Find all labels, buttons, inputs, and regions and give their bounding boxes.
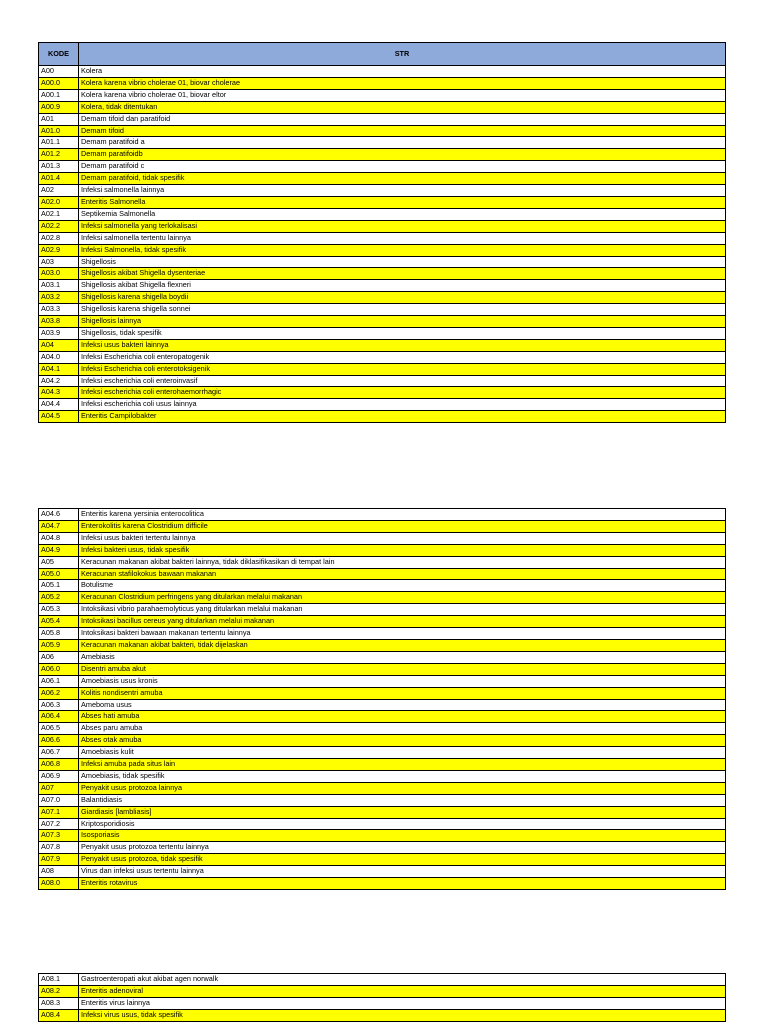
str-cell[interactable]: Enteritis Campilobakter xyxy=(79,411,726,423)
str-cell[interactable]: Infeksi usus bakteri lainnya xyxy=(79,339,726,351)
table-row xyxy=(39,830,726,842)
table-row xyxy=(39,675,726,687)
str-cell[interactable]: Enteritis rotavirus xyxy=(79,878,726,890)
table-row xyxy=(39,387,726,399)
str-cell[interactable]: Amoebiasis, tidak spesifik xyxy=(79,770,726,782)
table-body xyxy=(39,66,726,423)
kode-cell[interactable]: A02.8 xyxy=(39,232,79,244)
table-row xyxy=(39,842,726,854)
table-row xyxy=(39,592,726,604)
kode-cell[interactable]: A00 xyxy=(39,66,79,78)
str-cell[interactable]: Gastroenteropati akut akibat agen norwalk xyxy=(79,974,726,986)
str-cell[interactable]: Keracunan makanan akibat bakteri, tidak dijelaskan xyxy=(79,639,726,651)
kode-cell[interactable]: A07.8 xyxy=(39,842,79,854)
kode-cell[interactable]: A03.0 xyxy=(39,268,79,280)
table-row xyxy=(39,327,726,339)
table-row xyxy=(39,854,726,866)
kode-cell[interactable]: A04.7 xyxy=(39,520,79,532)
str-cell[interactable]: Shigellosis, tidak spesifik xyxy=(79,327,726,339)
kode-cell[interactable]: A05.0 xyxy=(39,568,79,580)
kode-cell[interactable]: A01.0 xyxy=(39,125,79,137)
kode-cell[interactable]: A07 xyxy=(39,782,79,794)
kode-cell[interactable]: A03.9 xyxy=(39,327,79,339)
str-cell[interactable]: Kolera, tidak ditentukan xyxy=(79,101,726,113)
str-cell[interactable]: Infeksi usus bakteri tertentu lainnya xyxy=(79,532,726,544)
table-row xyxy=(39,244,726,256)
kode-cell[interactable]: A06.4 xyxy=(39,711,79,723)
str-cell[interactable]: Shigellosis lainnya xyxy=(79,316,726,328)
str-cell[interactable]: Kolitis nondisentri amuba xyxy=(79,687,726,699)
table-row xyxy=(39,280,726,292)
kode-cell[interactable]: A02.2 xyxy=(39,220,79,232)
icd-table-page-1 xyxy=(38,42,726,423)
kode-cell[interactable]: A03 xyxy=(39,256,79,268)
kode-cell[interactable]: A04.0 xyxy=(39,351,79,363)
kode-cell[interactable]: A08.2 xyxy=(39,985,79,997)
table-row xyxy=(39,149,726,161)
kode-cell[interactable]: A04.9 xyxy=(39,544,79,556)
kode-cell[interactable]: A01 xyxy=(39,113,79,125)
table-row xyxy=(39,77,726,89)
table-row xyxy=(39,616,726,628)
str-cell[interactable]: Penyakit usus protozoa tertentu lainnya xyxy=(79,842,726,854)
table-row xyxy=(39,985,726,997)
str-cell[interactable]: Enterokolitis karena Clostridium difficile xyxy=(79,520,726,532)
kode-cell[interactable]: A06.7 xyxy=(39,747,79,759)
str-cell[interactable]: Demam paratifoid c xyxy=(79,161,726,173)
str-cell[interactable]: Demam paratifoid a xyxy=(79,137,726,149)
str-cell[interactable]: Shigellosis karena shigella boydii xyxy=(79,292,726,304)
kode-cell[interactable]: A05.9 xyxy=(39,639,79,651)
str-cell[interactable]: Infeksi bakteri usus, tidak spesifik xyxy=(79,544,726,556)
kode-cell[interactable]: A07.0 xyxy=(39,794,79,806)
kode-cell[interactable]: A05.4 xyxy=(39,616,79,628)
kode-cell[interactable]: A05.2 xyxy=(39,592,79,604)
table-row xyxy=(39,782,726,794)
kode-cell[interactable]: A02.9 xyxy=(39,244,79,256)
str-cell[interactable]: Enteritis virus lainnya xyxy=(79,997,726,1009)
kode-cell[interactable]: A04.3 xyxy=(39,387,79,399)
kode-cell[interactable]: A03.3 xyxy=(39,304,79,316)
kode-cell[interactable]: A05 xyxy=(39,556,79,568)
table-row xyxy=(39,866,726,878)
kode-cell[interactable]: A08.0 xyxy=(39,878,79,890)
str-cell[interactable]: Amoebiasis usus kronis xyxy=(79,675,726,687)
table-body xyxy=(39,509,726,890)
table-row xyxy=(39,137,726,149)
kode-cell[interactable]: A05.1 xyxy=(39,580,79,592)
table-row xyxy=(39,113,726,125)
kode-cell[interactable]: A00.0 xyxy=(39,77,79,89)
kode-cell[interactable]: A04 xyxy=(39,339,79,351)
kode-cell[interactable]: A03.8 xyxy=(39,316,79,328)
kode-cell[interactable]: A03.1 xyxy=(39,280,79,292)
str-cell[interactable]: Abses hati amuba xyxy=(79,711,726,723)
kode-cell[interactable]: A06.6 xyxy=(39,735,79,747)
table-row xyxy=(39,316,726,328)
str-cell[interactable]: Isosporiasis xyxy=(79,830,726,842)
str-cell[interactable]: Kolera xyxy=(79,66,726,78)
table-row xyxy=(39,974,726,986)
table-row xyxy=(39,509,726,521)
kode-cell[interactable]: A02.0 xyxy=(39,196,79,208)
kode-cell[interactable]: A07.1 xyxy=(39,806,79,818)
str-cell[interactable]: Giardiasis [lambliasis] xyxy=(79,806,726,818)
table-body xyxy=(39,974,726,1022)
table-row xyxy=(39,663,726,675)
kode-cell[interactable]: A08.4 xyxy=(39,1009,79,1021)
table-row xyxy=(39,711,726,723)
table-row xyxy=(39,375,726,387)
kode-cell[interactable]: A00.1 xyxy=(39,89,79,101)
kode-cell[interactable]: A06 xyxy=(39,651,79,663)
str-cell[interactable]: Virus dan infeksi usus tertentu lainnya xyxy=(79,866,726,878)
str-cell[interactable]: Kriptosporidiosis xyxy=(79,818,726,830)
table-row xyxy=(39,185,726,197)
str-cell[interactable]: Infeksi salmonella yang terlokalisasi xyxy=(79,220,726,232)
str-cell[interactable]: Infeksi virus usus, tidak spesifik xyxy=(79,1009,726,1021)
str-cell[interactable]: Keracunan Clostridium perfringens yang ditularkan melalui makanan xyxy=(79,592,726,604)
kode-cell[interactable]: A06.9 xyxy=(39,770,79,782)
table-row xyxy=(39,651,726,663)
str-cell[interactable]: Infeksi Escherichia coli enterotoksigenik xyxy=(79,363,726,375)
str-cell[interactable]: Intoksikasi bakteri bawaan makanan tertentu lainnya xyxy=(79,628,726,640)
str-cell[interactable]: Demam tifoid xyxy=(79,125,726,137)
str-cell[interactable]: Infeksi Escherichia coli enteropatogenik xyxy=(79,351,726,363)
table-row xyxy=(39,818,726,830)
kode-cell[interactable]: A01.4 xyxy=(39,173,79,185)
kode-cell[interactable]: A06.3 xyxy=(39,699,79,711)
table-row xyxy=(39,997,726,1009)
table-row xyxy=(39,173,726,185)
table-row xyxy=(39,770,726,782)
table-row xyxy=(39,399,726,411)
str-cell[interactable]: Demam tifoid dan paratifoid xyxy=(79,113,726,125)
table-row xyxy=(39,532,726,544)
str-cell[interactable]: Abses paru amuba xyxy=(79,723,726,735)
table-row xyxy=(39,556,726,568)
table-row xyxy=(39,687,726,699)
table-row xyxy=(39,699,726,711)
str-cell[interactable]: Penyakit usus protozoa, tidak spesifik xyxy=(79,854,726,866)
table-row xyxy=(39,351,726,363)
kode-cell[interactable]: A08.3 xyxy=(39,997,79,1009)
kode-cell[interactable]: A01.1 xyxy=(39,137,79,149)
table-row xyxy=(39,723,726,735)
kode-cell[interactable]: A01.2 xyxy=(39,149,79,161)
str-cell[interactable]: Demam paratifoid, tidak spesifik xyxy=(79,173,726,185)
str-cell[interactable]: Shigellosis karena shigella sonnei xyxy=(79,304,726,316)
str-cell[interactable]: Penyakit usus protozoa lainnya xyxy=(79,782,726,794)
kode-cell[interactable]: A02 xyxy=(39,185,79,197)
kode-cell[interactable]: A06.2 xyxy=(39,687,79,699)
str-cell[interactable]: Infeksi escherichia coli enteroinvasif xyxy=(79,375,726,387)
str-cell[interactable]: Demam paratifoidb xyxy=(79,149,726,161)
icd-table-page-2 xyxy=(38,508,726,890)
table-row xyxy=(39,806,726,818)
kode-cell[interactable]: A04.5 xyxy=(39,411,79,423)
kode-cell[interactable]: A05.3 xyxy=(39,604,79,616)
kode-cell[interactable]: A03.2 xyxy=(39,292,79,304)
str-cell[interactable]: Shigellosis akibat Shigella flexneri xyxy=(79,280,726,292)
table-row xyxy=(39,339,726,351)
str-cell[interactable]: Septikemia Salmonella xyxy=(79,208,726,220)
kode-cell[interactable]: A08.1 xyxy=(39,974,79,986)
table-row xyxy=(39,794,726,806)
table-row xyxy=(39,520,726,532)
kode-cell[interactable]: A00.9 xyxy=(39,101,79,113)
str-cell[interactable]: Disentri amuba akut xyxy=(79,663,726,675)
table-row xyxy=(39,747,726,759)
str-cell[interactable]: Kolera karena vibrio cholerae 01, biovar eltor xyxy=(79,89,726,101)
table-row xyxy=(39,161,726,173)
table-row xyxy=(39,268,726,280)
kode-cell[interactable]: A04.6 xyxy=(39,509,79,521)
table-row xyxy=(39,639,726,651)
table-row xyxy=(39,735,726,747)
kode-cell[interactable]: A02.1 xyxy=(39,208,79,220)
kode-cell[interactable]: A07.9 xyxy=(39,854,79,866)
table-row xyxy=(39,220,726,232)
table-row xyxy=(39,125,726,137)
kode-cell[interactable]: A04.8 xyxy=(39,532,79,544)
header-row xyxy=(39,43,726,66)
str-cell[interactable]: Enteritis adenoviral xyxy=(79,985,726,997)
kode-cell[interactable]: A07.2 xyxy=(39,818,79,830)
str-cell[interactable]: Shigellosis akibat Shigella dysenteriae xyxy=(79,268,726,280)
table-row xyxy=(39,66,726,78)
table-row xyxy=(39,196,726,208)
str-cell[interactable]: Infeksi Salmonella, tidak spesifik xyxy=(79,244,726,256)
str-cell[interactable]: Intoksikasi vibrio parahaemolyticus yang ditularkan melalui makanan xyxy=(79,604,726,616)
table-row xyxy=(39,304,726,316)
kode-cell[interactable]: A01.3 xyxy=(39,161,79,173)
str-cell[interactable]: Infeksi amuba pada situs lain xyxy=(79,759,726,771)
str-cell[interactable]: Ameboma usus xyxy=(79,699,726,711)
table-row xyxy=(39,232,726,244)
str-cell[interactable]: Infeksi escherichia coli usus lainnya xyxy=(79,399,726,411)
table-row xyxy=(39,628,726,640)
table-row xyxy=(39,604,726,616)
table-row xyxy=(39,256,726,268)
str-cell[interactable]: Keracunan stafilokokus bawaan makanan xyxy=(79,568,726,580)
icd-table-page-3 xyxy=(38,973,726,1022)
table-row xyxy=(39,89,726,101)
kode-cell[interactable]: A07.3 xyxy=(39,830,79,842)
str-cell[interactable]: Shigellosis xyxy=(79,256,726,268)
table-row xyxy=(39,292,726,304)
kode-cell[interactable]: A06.8 xyxy=(39,759,79,771)
kode-cell[interactable]: A06.1 xyxy=(39,675,79,687)
kode-cell[interactable]: A04.2 xyxy=(39,375,79,387)
table-row xyxy=(39,208,726,220)
kode-cell[interactable]: A04.4 xyxy=(39,399,79,411)
table-row xyxy=(39,878,726,890)
str-cell[interactable]: Intoksikasi bacillus cereus yang ditularkan melalui makanan xyxy=(79,616,726,628)
table-row xyxy=(39,363,726,375)
table-row xyxy=(39,411,726,423)
kode-cell[interactable]: A06.5 xyxy=(39,723,79,735)
kode-column-header[interactable]: KODE xyxy=(39,43,79,66)
str-cell[interactable]: Abses otak amuba xyxy=(79,735,726,747)
kode-cell[interactable]: A04.1 xyxy=(39,363,79,375)
kode-cell[interactable]: A08 xyxy=(39,866,79,878)
str-cell[interactable]: Botulisme xyxy=(79,580,726,592)
table-row xyxy=(39,759,726,771)
str-cell[interactable]: Kolera karena vibrio cholerae 01, biovar cholerae xyxy=(79,77,726,89)
table-row xyxy=(39,101,726,113)
str-column-header[interactable]: STR xyxy=(79,43,726,66)
str-cell[interactable]: Keracunan makanan akibat bakteri lainnya, tidak diklasifikasikan di tempat lain xyxy=(79,556,726,568)
str-cell[interactable]: Enteritis karena yersinia enterocolitica xyxy=(79,509,726,521)
table-row xyxy=(39,580,726,592)
str-cell[interactable]: Enteritis Salmonella xyxy=(79,196,726,208)
table-row xyxy=(39,544,726,556)
str-cell[interactable]: Amebiasis xyxy=(79,651,726,663)
str-cell[interactable]: Balantidiasis xyxy=(79,794,726,806)
kode-cell[interactable]: A06.0 xyxy=(39,663,79,675)
str-cell[interactable]: Infeksi escherichia coli enterohaemorrhagic xyxy=(79,387,726,399)
table-row xyxy=(39,568,726,580)
table-row xyxy=(39,1009,726,1021)
kode-cell[interactable]: A05.8 xyxy=(39,628,79,640)
str-cell[interactable]: Amoebiasis kulit xyxy=(79,747,726,759)
str-cell[interactable]: Infeksi salmonella lainnya xyxy=(79,185,726,197)
str-cell[interactable]: Infeksi salmonella tertentu lainnya xyxy=(79,232,726,244)
